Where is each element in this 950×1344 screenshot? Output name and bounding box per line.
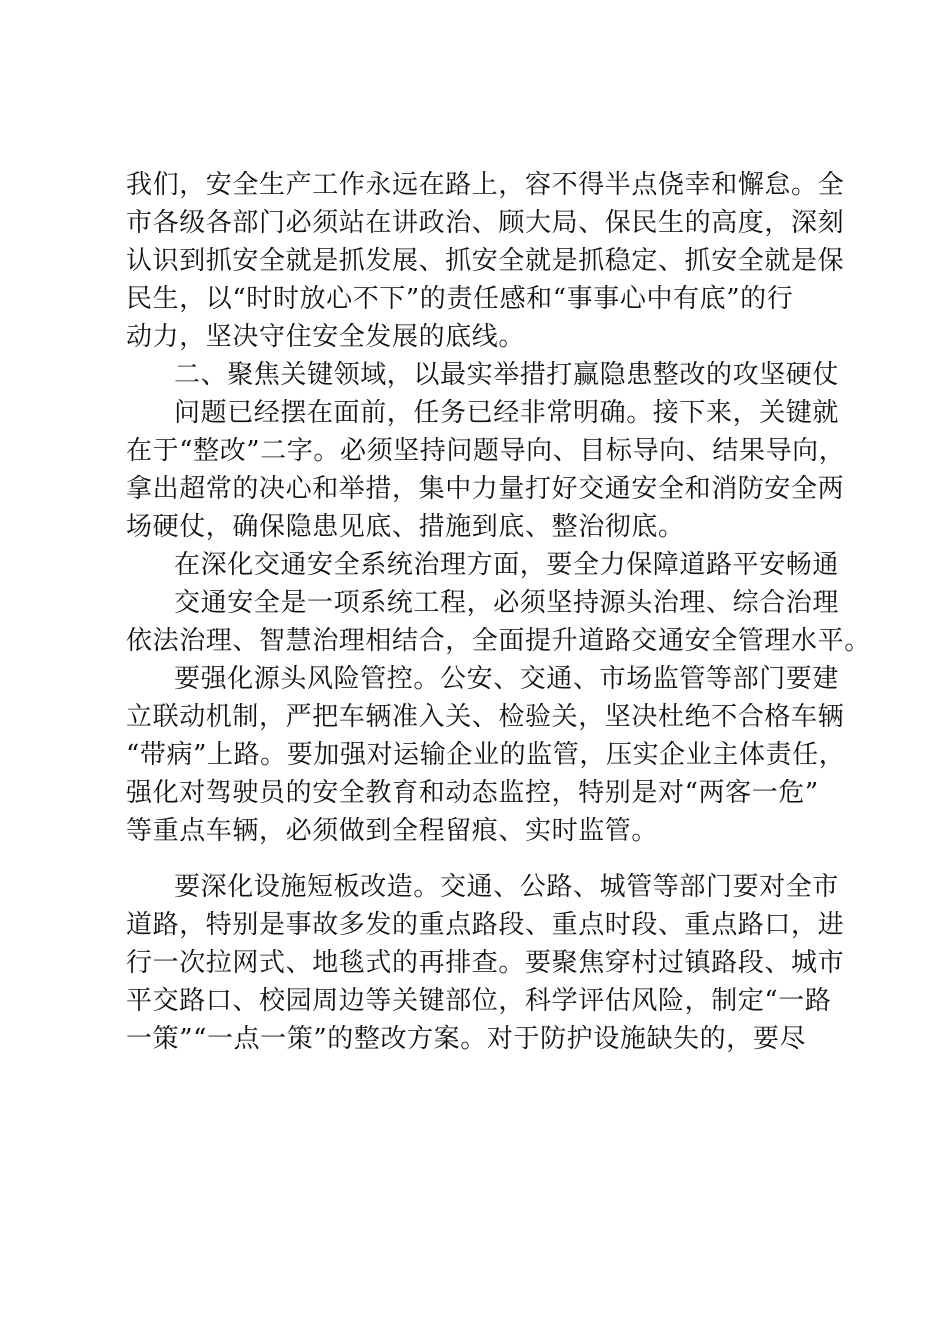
paragraph-line: 动力，坚决守住安全发展的底线。 bbox=[126, 322, 526, 352]
paragraph-line: 在于“整改”二字。必须坚持问题导向、目标导向、结果导向， bbox=[126, 436, 846, 466]
paragraph-line: 交通安全是一项系统工程，必须坚持源头治理、综合治理 bbox=[174, 588, 840, 618]
paragraph-line: 要深化设施短板改造。交通、公路、城管等部门要对全市 bbox=[174, 872, 840, 902]
paragraph-line: 立联动机制，严把车辆准入关、检验关，坚决杜绝不合格车辆 bbox=[126, 702, 845, 732]
paragraph-line: 强化对驾驶员的安全教育和动态监控，特别是对“两客一危” bbox=[126, 778, 819, 808]
paragraph-line: 我们，安全生产工作永远在路上，容不得半点侥幸和懈怠。全 bbox=[126, 170, 845, 200]
section-heading: 二、聚焦关键领域，以最实举措打赢隐患整改的攻坚硬仗 bbox=[174, 360, 840, 390]
paragraph-line: 平交路口、校园周边等关键部位，科学评估风险，制定“一路 bbox=[126, 986, 832, 1016]
paragraph-line: 要强化源头风险管控。公安、交通、市场监管等部门要建 bbox=[174, 664, 840, 694]
paragraph-line: “带病”上路。要加强对运输企业的监管，压实企业主体责任， bbox=[126, 740, 846, 770]
paragraph-line: 民生，以“时时放心不下”的责任感和“事事心中有底”的行 bbox=[126, 284, 794, 314]
subsection-heading: 在深化交通安全系统治理方面，要全力保障道路平安畅通 bbox=[174, 550, 840, 580]
paragraph-line: 拿出超常的决心和举措，集中力量打好交通安全和消防安全两 bbox=[126, 474, 845, 504]
paragraph-line: 问题已经摆在面前，任务已经非常明确。接下来，关键就 bbox=[174, 398, 840, 428]
paragraph-line: 场硬仗，确保隐患见底、措施到底、整治彻底。 bbox=[126, 512, 685, 542]
paragraph-line: 认识到抓安全就是抓发展、抓安全就是抓稳定、抓安全就是保 bbox=[126, 246, 845, 276]
paragraph-line: 道路，特别是事故多发的重点路段、重点时段、重点路口，进 bbox=[126, 910, 845, 940]
paragraph-line: 一策”“一点一策”的整改方案。对于防护设施缺失的，要尽 bbox=[126, 1024, 807, 1054]
paragraph-line: 行一次拉网式、地毯式的再排查。要聚焦穿村过镇路段、城市 bbox=[126, 948, 845, 978]
document-body bbox=[126, 166, 871, 1058]
paragraph-line: 依法治理、智慧治理相结合，全面提升道路交通安全管理水平。 bbox=[126, 626, 871, 656]
paragraph-line: 等重点车辆，必须做到全程留痕、实时监管。 bbox=[126, 816, 659, 846]
paragraph-line: 市各级各部门必须站在讲政治、顾大局、保民生的高度，深刻 bbox=[126, 208, 845, 238]
